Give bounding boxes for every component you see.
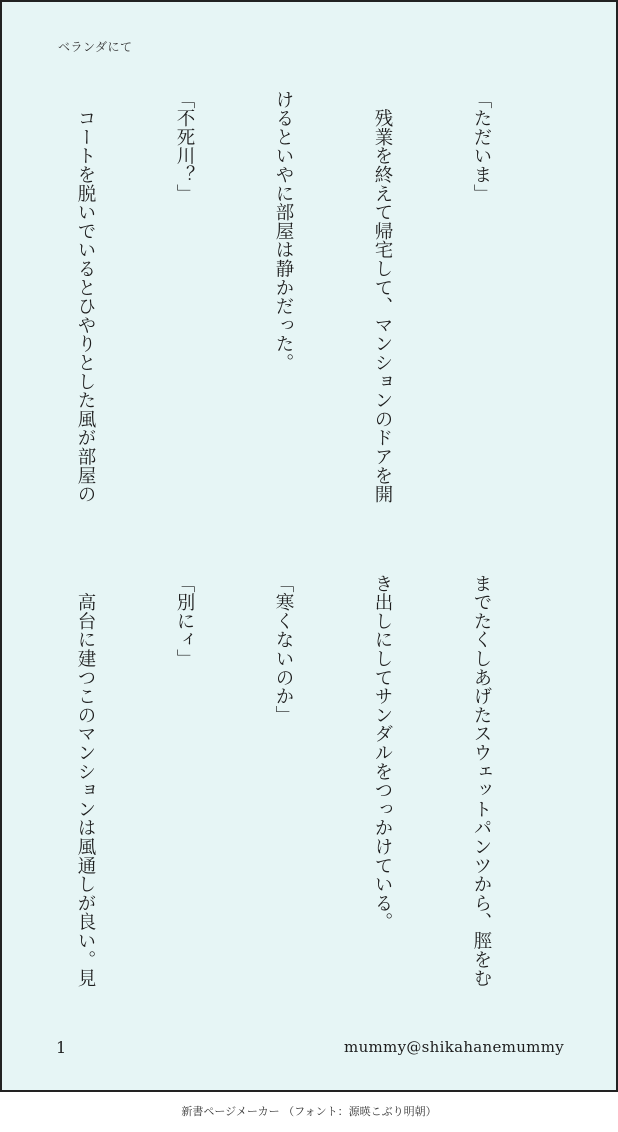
text-line [0,90,3,512]
page-number: 1 [56,1038,67,1057]
text-line: 「寒くないのか」 [273,574,294,725]
text-block-bottom [0,574,564,996]
text-line: までたくしあげたスウェットパンツから、脛をむ [471,574,492,988]
text-line: 残業を終えて帰宅して、マンションのドアを開 [372,90,393,504]
text-line: コートを脱いでいるとひやりとした風が部屋の [75,90,96,504]
text-block-top [0,90,564,512]
author-handle: mummy@shikahanemummy [344,1038,564,1056]
text-line: 「不死川？」 [174,90,195,203]
text-line: 高台に建つこのマンションは風通しが良い。見 [75,574,96,988]
text-line: き出しにしてサンダルをつっかけている。 [372,574,393,932]
text-line [0,574,3,996]
text-line: 「ただいま」 [471,90,492,203]
generator-caption: 新書ページメーカー （フォント：源暎こぶり明朝） [181,1105,437,1118]
text-line: 「別にィ」 [174,574,195,668]
text-line: けるといやに部屋は静かだった。 [273,90,294,372]
running-title: ベランダにて [58,40,133,54]
